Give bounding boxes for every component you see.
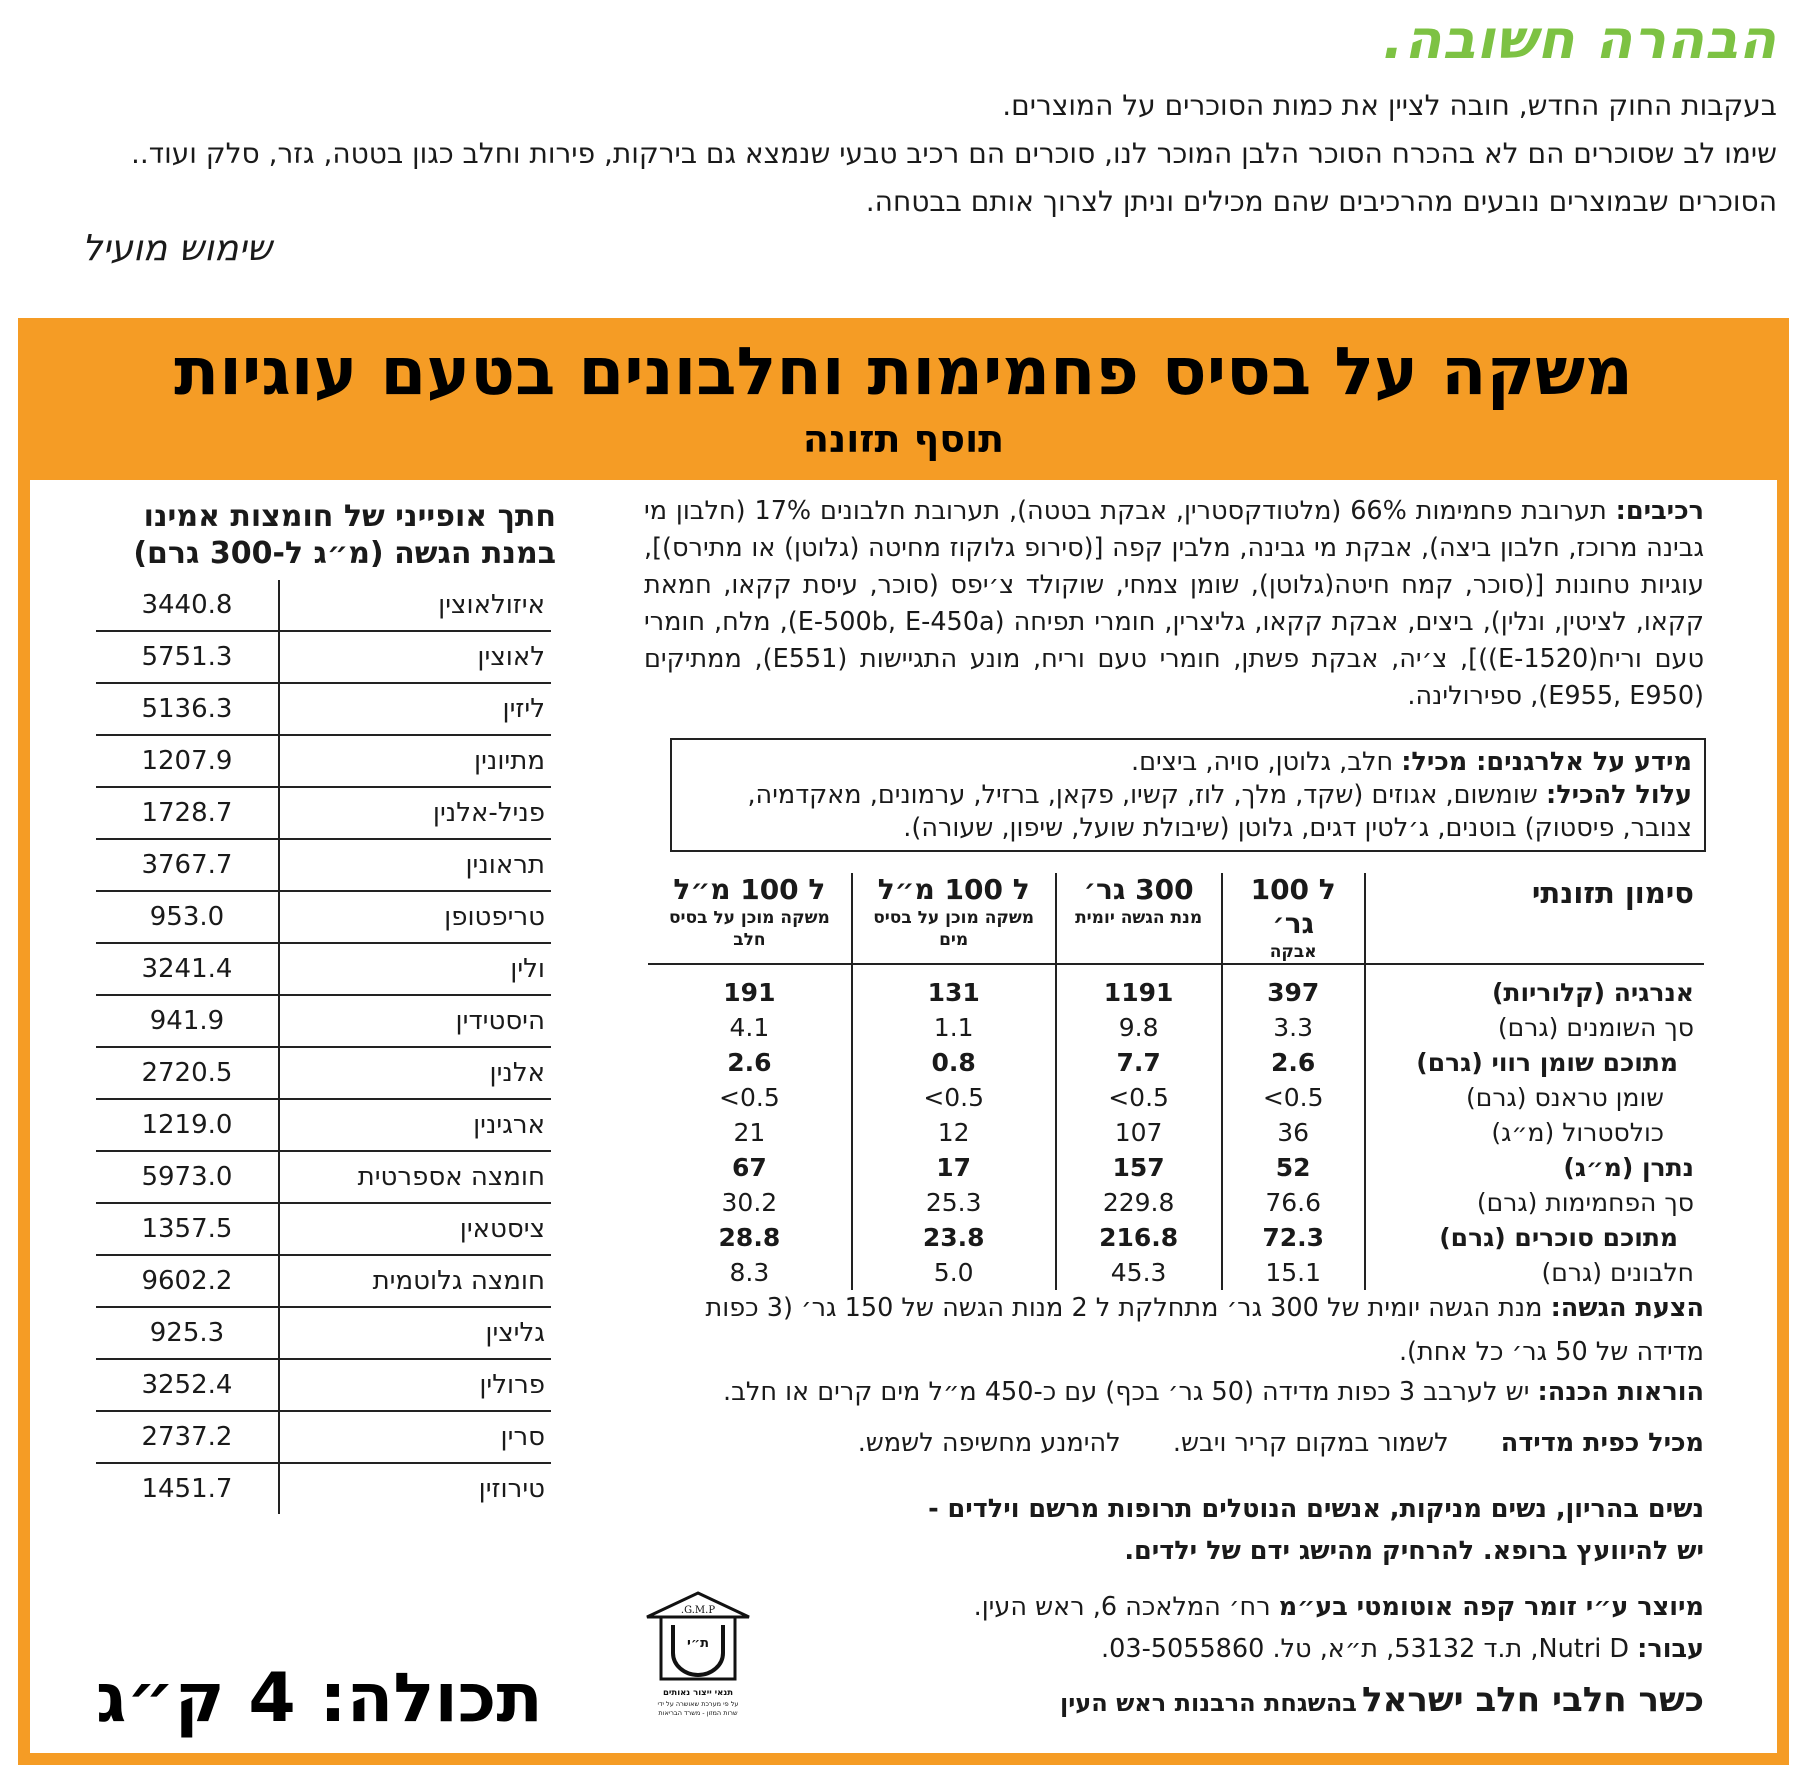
allergen-contains-label: מידע על אלרגנים: מכיל: xyxy=(1401,747,1692,777)
amino-value: 953.0 xyxy=(96,891,279,943)
amino-row xyxy=(96,995,551,1047)
serving-label: הצעת הגשה: xyxy=(1550,1293,1704,1323)
col-subtitle: אבקה xyxy=(1269,942,1317,962)
nutrient-name: סך הפחמימות (גרם) xyxy=(1365,1185,1704,1220)
amino-name: איזולאוצין xyxy=(279,580,551,631)
amino-row xyxy=(96,1463,551,1514)
prep-text: יש לערבב 3 כפות מדידה (50 גר׳ בכף) עם כ-450 מ״ל מים קרים או חלב. xyxy=(723,1377,1530,1407)
nutrition-col-header xyxy=(1056,873,1222,964)
serving-text: מנת הגשה יומית של 300 גר׳ מתחלקת ל 2 מנות הגשה של 150 גר׳ (3 כפות מדידה של 50 גר׳ כל אחת). xyxy=(705,1293,1704,1367)
amino-name: טירוזין xyxy=(279,1463,551,1514)
amino-row xyxy=(96,1047,551,1099)
amino-name: גליצין xyxy=(279,1307,551,1359)
amino-value: 925.3 xyxy=(96,1307,279,1359)
ingredients-label: רכיבים: xyxy=(1615,496,1704,526)
nutrient-name: מתוכם סוכרים (גרם) xyxy=(1365,1220,1704,1255)
nutrition-row xyxy=(648,1220,1704,1255)
amino-value: 1357.5 xyxy=(96,1203,279,1255)
nutrient-value: 5.0 xyxy=(852,1255,1056,1290)
svg-text:תנאי ייצור נאותים: תנאי ייצור נאותים xyxy=(662,1688,734,1698)
amino-name: סרין xyxy=(279,1411,551,1463)
nutrient-value: <0.5 xyxy=(1056,1080,1222,1115)
kosher-main: כשר חלבי חלב ישראל xyxy=(1362,1680,1704,1720)
nutrient-value: 191 xyxy=(723,978,776,1007)
amino-name: אלנין xyxy=(279,1047,551,1099)
scoop-note: מכיל כפית מדידה xyxy=(1500,1428,1704,1458)
nutrient-name: נתרן (מ״ג) xyxy=(1365,1150,1704,1185)
amino-value: 941.9 xyxy=(96,995,279,1047)
made-by-label: מיוצר ע״י זומר קפה אוטומטי בע״מ xyxy=(1278,1592,1704,1622)
amino-value: 3241.4 xyxy=(96,943,279,995)
svg-text:שימוש מועיל: שימוש מועיל xyxy=(81,228,272,269)
nutrition-col-header xyxy=(852,873,1056,964)
nutrient-value: 30.2 xyxy=(721,1188,778,1217)
notice-line: הסוכרים שבמוצרים נובעים מהרכיבים שהם מכילים וניתן לצרוך אותם בבטחה. xyxy=(865,185,1777,218)
made-by-address: רח׳ המלאכה 6, ראש העין. xyxy=(973,1592,1271,1622)
col-subtitle: משקה מוכן על בסיס מים xyxy=(873,908,1035,950)
nutrient-value: 17 xyxy=(852,1150,1056,1185)
net-content: תכולה: 4 ק״ג xyxy=(96,1659,543,1738)
nutrient-value: 157 xyxy=(1056,1150,1222,1185)
nutrition-row xyxy=(648,1080,1704,1115)
amino-row xyxy=(96,1203,551,1255)
allergen-contains-text: חלב, גלוטן, סויה, ביצים. xyxy=(1131,747,1394,777)
amino-row xyxy=(96,839,551,891)
amino-name: היסטידין xyxy=(279,995,551,1047)
nutrient-value: 2.6 xyxy=(727,1048,772,1077)
allergen-box xyxy=(670,738,1706,852)
col-subtitle: מנת הגשה יומית xyxy=(1075,908,1203,928)
nutrient-name: סך השומנים (גרם) xyxy=(1365,1010,1704,1045)
warning-line: יש להיוועץ ברופא. להרחיק מהישג ידם של ילדים. xyxy=(1124,1536,1704,1566)
amino-row xyxy=(96,735,551,787)
signature-handwriting xyxy=(32,212,282,282)
nutrient-value: 3.3 xyxy=(1222,1010,1365,1045)
amino-name: פניל-אלנין xyxy=(279,787,551,839)
col-title: ל 100 מ״ל xyxy=(673,873,826,906)
nutrient-value: 0.8 xyxy=(852,1045,1056,1080)
amino-name: ולין xyxy=(279,943,551,995)
amino-row xyxy=(96,580,551,631)
amino-value: 1219.0 xyxy=(96,1099,279,1151)
nutrition-row xyxy=(648,1185,1704,1220)
nutrient-value: 45.3 xyxy=(1056,1255,1222,1290)
amino-value: 1207.9 xyxy=(96,735,279,787)
product-subtitle: תוסף תזונה xyxy=(802,417,1005,461)
nutrient-value: 28.8 xyxy=(718,1223,781,1252)
amino-name: ציסטאין xyxy=(279,1203,551,1255)
amino-value: 1451.7 xyxy=(96,1463,279,1514)
nutrient-value: 9.8 xyxy=(1056,1010,1222,1045)
amino-name: מתיונין xyxy=(279,735,551,787)
nutrient-value: <0.5 xyxy=(719,1083,780,1112)
nutrient-name: כולסטרול (מ״ג) xyxy=(1365,1115,1704,1150)
amino-row xyxy=(96,1255,551,1307)
amino-value: 9602.2 xyxy=(96,1255,279,1307)
col-title: 300 גר׳ xyxy=(1083,873,1194,906)
gmp-logo-icon xyxy=(643,1587,753,1719)
amino-name: חומצה גלוטמית xyxy=(279,1255,551,1307)
kosher-statement xyxy=(1060,1680,1704,1720)
nutrient-value: 131 xyxy=(852,964,1056,1010)
amino-value: 3440.8 xyxy=(141,590,233,620)
nutrient-value: 229.8 xyxy=(1056,1185,1222,1220)
nutrient-value: 23.8 xyxy=(852,1220,1056,1255)
amino-name: לאוצין xyxy=(279,631,551,683)
nutrient-name: שומן טראנס (גרם) xyxy=(1365,1080,1704,1115)
amino-value: 5973.0 xyxy=(96,1151,279,1203)
nutrient-value: 2.6 xyxy=(1222,1045,1365,1080)
nutrition-row xyxy=(648,964,1704,1010)
serving-section xyxy=(644,1286,1704,1414)
for-label: עבור: xyxy=(1637,1634,1704,1664)
amino-row xyxy=(96,1359,551,1411)
notice-line: בעקבות החוק החדש, חובה לציין את כמות הסוכרים על המוצרים. xyxy=(1002,89,1777,122)
amino-value: 3252.4 xyxy=(96,1359,279,1411)
amino-value: 3767.7 xyxy=(96,839,279,891)
col-title: ל 100 גר׳ xyxy=(1250,873,1336,940)
amino-value: 1728.7 xyxy=(96,787,279,839)
nutrition-body xyxy=(648,964,1704,1290)
amino-table xyxy=(96,580,551,1514)
ingredients xyxy=(644,493,1704,715)
amino-table-title: חתך אופייני של חומצות אמינו במנת הגשה (מ״ג ל-300 גרם) xyxy=(133,499,556,571)
amino-row xyxy=(96,891,551,943)
amino-value: 2720.5 xyxy=(96,1047,279,1099)
prep-label: הוראות הכנה: xyxy=(1537,1377,1704,1407)
nutrition-header-label: סימון תזונתי xyxy=(1365,873,1704,964)
nutrient-value: 216.8 xyxy=(1056,1220,1222,1255)
nutrient-name: אנרגיה (קלוריות) xyxy=(1365,964,1704,1010)
notice-title: הבהרה חשובה. xyxy=(1382,8,1777,71)
nutrient-name: חלבונים (גרם) xyxy=(1365,1255,1704,1290)
amino-name: חומצה אספרטית xyxy=(279,1151,551,1203)
sun-note: להימנע מחשיפה לשמש. xyxy=(857,1428,1121,1458)
manufacturer: מיוצר ע״י זומר קפה אוטומטי בע״מ רח׳ המלאכה 6, ראש העין. עבור: Nutri D, ת.ד 53132, ת״א, טל. 03-5055860. xyxy=(973,1592,1704,1664)
svg-text:על פי מערכת שאושרה על ידי: על פי מערכת שאושרה על ידי xyxy=(657,1700,739,1708)
amino-row xyxy=(96,1307,551,1359)
product-title: משקה על בסיס פחמימות וחלבונים בטעם עוגיות xyxy=(174,333,1633,410)
nutrient-value: 72.3 xyxy=(1222,1220,1365,1255)
amino-row xyxy=(96,631,551,683)
svg-text:שרות המזון - משרד הבריאות: שרות המזון - משרד הבריאות xyxy=(658,1709,738,1717)
nutrient-value: 12 xyxy=(852,1115,1056,1150)
amino-row xyxy=(96,943,551,995)
amino-name: ליזין xyxy=(279,683,551,735)
nutrition-row xyxy=(648,1150,1704,1185)
kosher-sub: בהשגחת הרבנות ראש העין xyxy=(1059,1689,1357,1717)
nutrient-value: 25.3 xyxy=(852,1185,1056,1220)
nutrient-value: <0.5 xyxy=(1222,1080,1365,1115)
storage-line xyxy=(644,1423,1704,1463)
nutrient-value: 7.7 xyxy=(1056,1045,1222,1080)
amino-name: פרולין xyxy=(279,1359,551,1411)
svg-text:G.M.P.: G.M.P. xyxy=(680,1605,716,1616)
col-subtitle: משקה מוכן על בסיס חלב xyxy=(668,908,830,950)
amino-row xyxy=(96,1151,551,1203)
for-address: ת.ד 53132, ת״א, טל. 03-5055860. xyxy=(1101,1634,1523,1664)
warning-line: נשים בהריון, נשים מניקות, אנשים הנוטלים תרופות מרשם וילדים - xyxy=(928,1494,1704,1524)
nutrient-name: מתוכם שומן רווי (גרם) xyxy=(1365,1045,1704,1080)
nutrient-value: 8.3 xyxy=(729,1258,770,1287)
notice-body xyxy=(57,82,1777,226)
nutrition-row xyxy=(648,1010,1704,1045)
nutrient-value: 397 xyxy=(1222,964,1365,1010)
amino-value: 2737.2 xyxy=(96,1411,279,1463)
nutrient-value: 76.6 xyxy=(1222,1185,1365,1220)
allergen-may-contain-text: שומשום, אגוזים (שקד, מלך, לוז, קשיו, פקאן, ברזיל, ערמונים, מאקדמיה, צנובר, פיסטוק) בוטנים, ג׳לטין דגים, גלוטן (שיבולת שועל, שיפון, שעורה). xyxy=(747,780,1692,843)
nutrient-value: 4.1 xyxy=(729,1013,770,1042)
nutrient-value: 21 xyxy=(733,1118,766,1147)
amino-row xyxy=(96,683,551,735)
for-name: Nutri D xyxy=(1538,1634,1630,1664)
nutrient-value: 1191 xyxy=(1056,964,1222,1010)
nutrient-value: 36 xyxy=(1222,1115,1365,1150)
nutrition-col-header xyxy=(1222,873,1365,964)
nutrient-value: 67 xyxy=(731,1153,767,1182)
storage-note: לשמור במקום קריר ויבש. xyxy=(1172,1428,1449,1458)
amino-value: 5136.3 xyxy=(96,683,279,735)
svg-text:ת״י: ת״י xyxy=(687,1636,709,1651)
nutrition-table xyxy=(648,873,1704,1290)
nutrition-row xyxy=(648,1115,1704,1150)
nutrition-row xyxy=(648,1045,1704,1080)
nutrient-value: 107 xyxy=(1056,1115,1222,1150)
amino-row xyxy=(96,1099,551,1151)
nutrition-col-header xyxy=(648,873,852,964)
nutrient-value: 1.1 xyxy=(852,1010,1056,1045)
amino-name: ארגינין xyxy=(279,1099,551,1151)
nutrition-row xyxy=(648,1255,1704,1290)
warning xyxy=(644,1488,1704,1572)
col-title: ל 100 מ״ל xyxy=(877,873,1030,906)
amino-name: תראונין xyxy=(279,839,551,891)
nutrient-value: <0.5 xyxy=(852,1080,1056,1115)
ingredients-text: תערובת פחמימות 66% (מלטודקסטרין, אבקת בטטה), תערובת חלבונים 17% (חלבון מי גבינה מרוכז, חלבון ביצה), אבקת מי גבינה, מלבין קפה [(סירופ גלוקוז מחיטה (גלוטן) או מתירס)], עוגיות טחונות [(סוכר, קמח חיטה(גלוטן), שומן צמחי, שוקולד צ׳יפס (סוכר, עיסת קקאו, חמאת קקאו, לציטין, ונלין), ביצים, אבקת קקאו, גליצרין, חומרי תפיחה (E-500b, E-450a), מלח, חומרי טעם וריח(E-1520))], צ׳יה, אבקת פשתן, חומרי טעם וריח, מונע התגיישות (E551), ממתיקים (E955, E950), ספירולינה. xyxy=(644,496,1705,711)
notice-line: שימו לב שסוכרים הם לא בהכרח הסוכר הלבן המוכר לנו, סוכרים הם רכיב טבעי שנמצא גם בירקות, פירות וחלב כגון בטטה, גזר, סלק ועוד.. xyxy=(130,137,1777,170)
nutrient-value: 15.1 xyxy=(1222,1255,1365,1290)
amino-row xyxy=(96,1411,551,1463)
allergen-may-contain-label: עלול להכיל: xyxy=(1546,780,1692,810)
amino-name: טריפטופן xyxy=(279,891,551,943)
nutrient-value: 52 xyxy=(1222,1150,1365,1185)
amino-value: 5751.3 xyxy=(96,631,279,683)
amino-row xyxy=(96,787,551,839)
